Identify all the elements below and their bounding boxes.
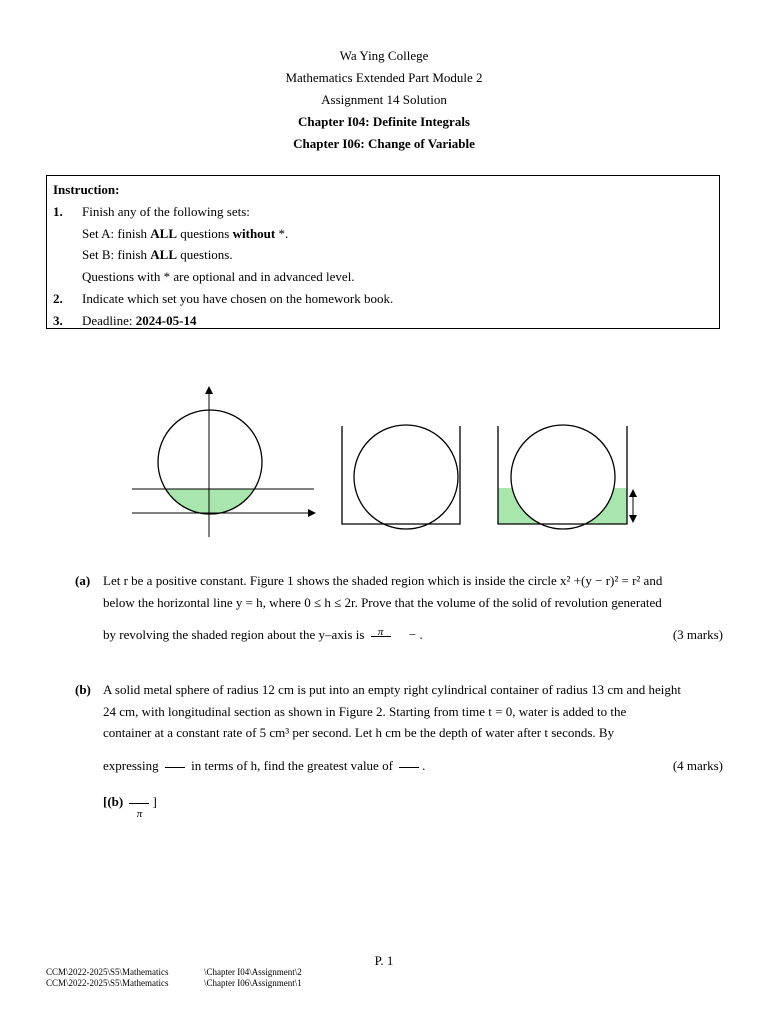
course-name: Mathematics Extended Part Module 2	[285, 70, 483, 85]
answer-b: [(b) π ]	[103, 794, 157, 821]
set-b-text: Set B: finish ALL questions.	[82, 247, 233, 263]
derivative-fraction-2	[396, 759, 422, 775]
chapter-title-1: Chapter I04: Definite Integrals	[298, 114, 470, 129]
instruction-number-1: 1.	[53, 203, 63, 219]
footer-path-2: CCM\2022-2025\S5\Mathematics \Chapter I06\Assignment\1	[46, 978, 302, 988]
assignment-title: Assignment 14 Solution	[321, 92, 447, 107]
instruction-item-2: Indicate which set you have chosen on the homework book.	[82, 290, 394, 306]
question-b-line-1: A solid metal sphere of radius 12 cm is put into an empty right cylindrical container of radius 13 cm and height	[103, 682, 682, 697]
question-b-marks: (4 marks)	[672, 757, 723, 773]
footer-path-1: CCM\2022-2025\S5\Mathematics \Chapter I04\Assignment\2	[46, 967, 302, 977]
question-a-marks: (3 marks)	[672, 627, 723, 642]
deadline: Deadline: 2024-05-14	[82, 312, 197, 328]
question-b-label: (b)	[75, 682, 91, 697]
question-b	[75, 679, 723, 821]
question-b-line-3: container at a constant rate of 5 cm³ per second. Let h cm be the depth of water after t seconds. By	[103, 725, 615, 740]
page-number: P. 1	[374, 953, 394, 968]
question-a-line-3: by revolving the shaded region about the y–axis is π − . (3 marks)	[103, 624, 723, 646]
instruction-item-1: Finish any of the following sets:	[82, 203, 250, 219]
question-b-line-2: 24 cm, with longitudinal section as shown in Figure 2. Starting from time t = 0, water is added to the	[103, 703, 627, 719]
question-a-label: (a)	[75, 573, 91, 588]
set-a-text: Set A: finish ALL questions without *.	[82, 225, 289, 241]
optional-note: Questions with * are optional and in advanced level.	[82, 269, 355, 285]
instruction-number-2: 2.	[53, 290, 63, 306]
derivative-fraction	[162, 759, 188, 775]
figures	[0, 380, 768, 550]
instruction-number-3: 3.	[53, 312, 63, 328]
document-header	[0, 45, 768, 155]
question-a	[75, 570, 723, 646]
question-b-line-4: expressing in terms of h, find the greatest value of . (4 marks)	[103, 755, 723, 777]
figure-3-container-with-water	[498, 425, 633, 529]
figure-1-circle-region	[132, 388, 314, 537]
question-a-line-1: Let r be a positive constant. Figure 1 shows the shaded region which is inside the circle x² +(y − r)² = r² and	[103, 573, 663, 588]
question-a-line-2: below the horizontal line y = h, where 0 ≤ h ≤ 2r. Prove that the volume of the solid of revolution generated	[103, 594, 662, 610]
instruction-heading: Instruction:	[53, 182, 120, 197]
answer-fraction: π	[126, 795, 152, 811]
chapter-title-2: Chapter I06: Change of Variable	[293, 136, 475, 151]
school-name: Wa Ying College	[339, 48, 429, 63]
figure-2-empty-container	[342, 425, 460, 529]
pi-fraction: π	[368, 628, 394, 644]
instruction-box	[46, 175, 720, 329]
